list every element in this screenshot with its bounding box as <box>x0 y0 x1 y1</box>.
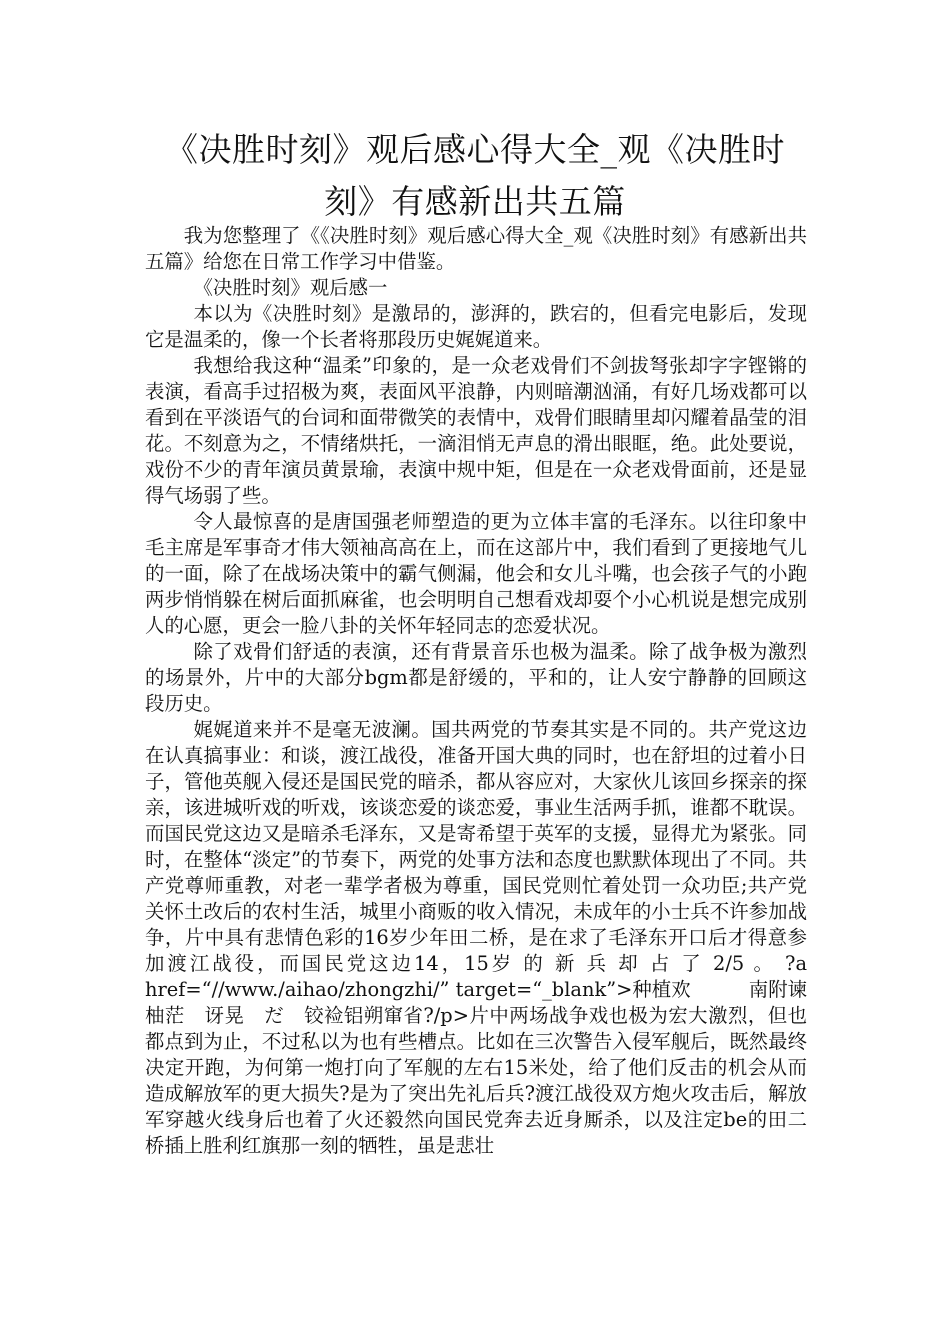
body-paragraph: 我想给我这种“温柔”印象的，是一众老戏骨们不剑拔弩张却字字铿锵的表演，看高手过招极为爽，表面风平浪静，内则暗潮汹涌，有好几场戏都可以看到在平淡语气的台词和面带微笑的表情中，戏骨们眼睛里却闪耀着晶莹的泪花。不刻意为之，不情绪烘托，一滴泪悄无声息的滑出眼眶，绝。此处要说，戏份不少的青年演员黄景瑜，表演中规中矩，但是在一众老戏骨面前，还是显得气场弱了些。 <box>145 354 807 507</box>
body-paragraph: 娓娓道来并不是毫无波澜。国共两党的节奏其实是不同的。共产党这边在认真搞事业：和谈，渡江战役，准备开国大典的同时，也在舒坦的过着小日子，管他英舰入侵还是国民党的暗杀，都从容应对，大家伙儿该回乡探亲的探亲，该进城听戏的听戏，该谈恋爱的谈恋爱，事业生活两手抓，谁都不耽误。而国民党这边又是暗杀毛泽东，又是寄希望于英军的支援，显得尤为紧张。同时，在整体“淡定”的节奏下，两党的处事方法和态度也默默体现出了不同。共产党尊师重教，对老一辈学者极为尊重，国民党则忙着处罚一众功臣;共产党关怀土改后的农村生活，城里小商贩的收入情况，未成年的小士兵不许参加战争，片中具有悲情色彩的16岁少年田二桥，是在求了毛泽东开口后才得意参加渡江战役，而国民党这边14，15岁 的 新 兵 却 占 了 2/5 。 ?a href=“//www./aihao/zhongzhi/” target=“_blank”>种植欢 南附谏柚茫 讶晃 だ 铰裣铝朔窜省?/p>片中两场战争戏也极为宏大激烈，但也都点到为止，不过私以为也有些槽点。比如在三次警告入侵军舰后，既然最终决定开跑，为何第一炮打向了军舰的左右15米处，给了他们反击的机会从而造成解放军的更大损失?是为了突出先礼后兵?渡江战役双方炮火攻击后，解放军穿越火线身后也着了火还毅然向国民党奔去近身厮杀，以及注定be的田二桥插上胜利红旗那一刻的牺牲，虽是悲壮 <box>145 718 807 1157</box>
body-paragraph: 除了戏骨们舒适的表演，还有背景音乐也极为温柔。除了战争极为激烈的场景外，片中的大部分bgm都是舒缓的，平和的，让人安宁静静的回顾这段历史。 <box>145 640 807 715</box>
body-paragraph: 本以为《决胜时刻》是激昂的，澎湃的，跌宕的，但看完电影后，发现它是温柔的，像一个长者将那段历史娓娓道来。 <box>145 302 807 351</box>
document-title: 《决胜时刻》观后感心得大全_观《决胜时刻》有感新出共五篇 <box>165 130 785 221</box>
section-heading: 《决胜时刻》观后感一 <box>193 276 388 299</box>
document-body <box>145 223 807 1159</box>
intro-paragraph: 我为您整理了《《决胜时刻》观后感心得大全_观《决胜时刻》有感新出共五篇》给您在日常工作学习中借鉴。 <box>145 224 807 273</box>
body-paragraph: 令人最惊喜的是唐国强老师塑造的更为立体丰富的毛泽东。以往印象中毛主席是军事奇才伟大领袖高高在上，而在这部片中，我们看到了更接地气儿的一面，除了在战场决策中的霸气侧漏，他会和女儿斗嘴，也会孩子气的小跑两步悄悄躲在树后面抓麻雀，也会明明自己想看戏却耍个小心机说是想完成别人的心愿，更会一脸八卦的关怀年轻同志的恋爱状况。 <box>145 510 807 637</box>
